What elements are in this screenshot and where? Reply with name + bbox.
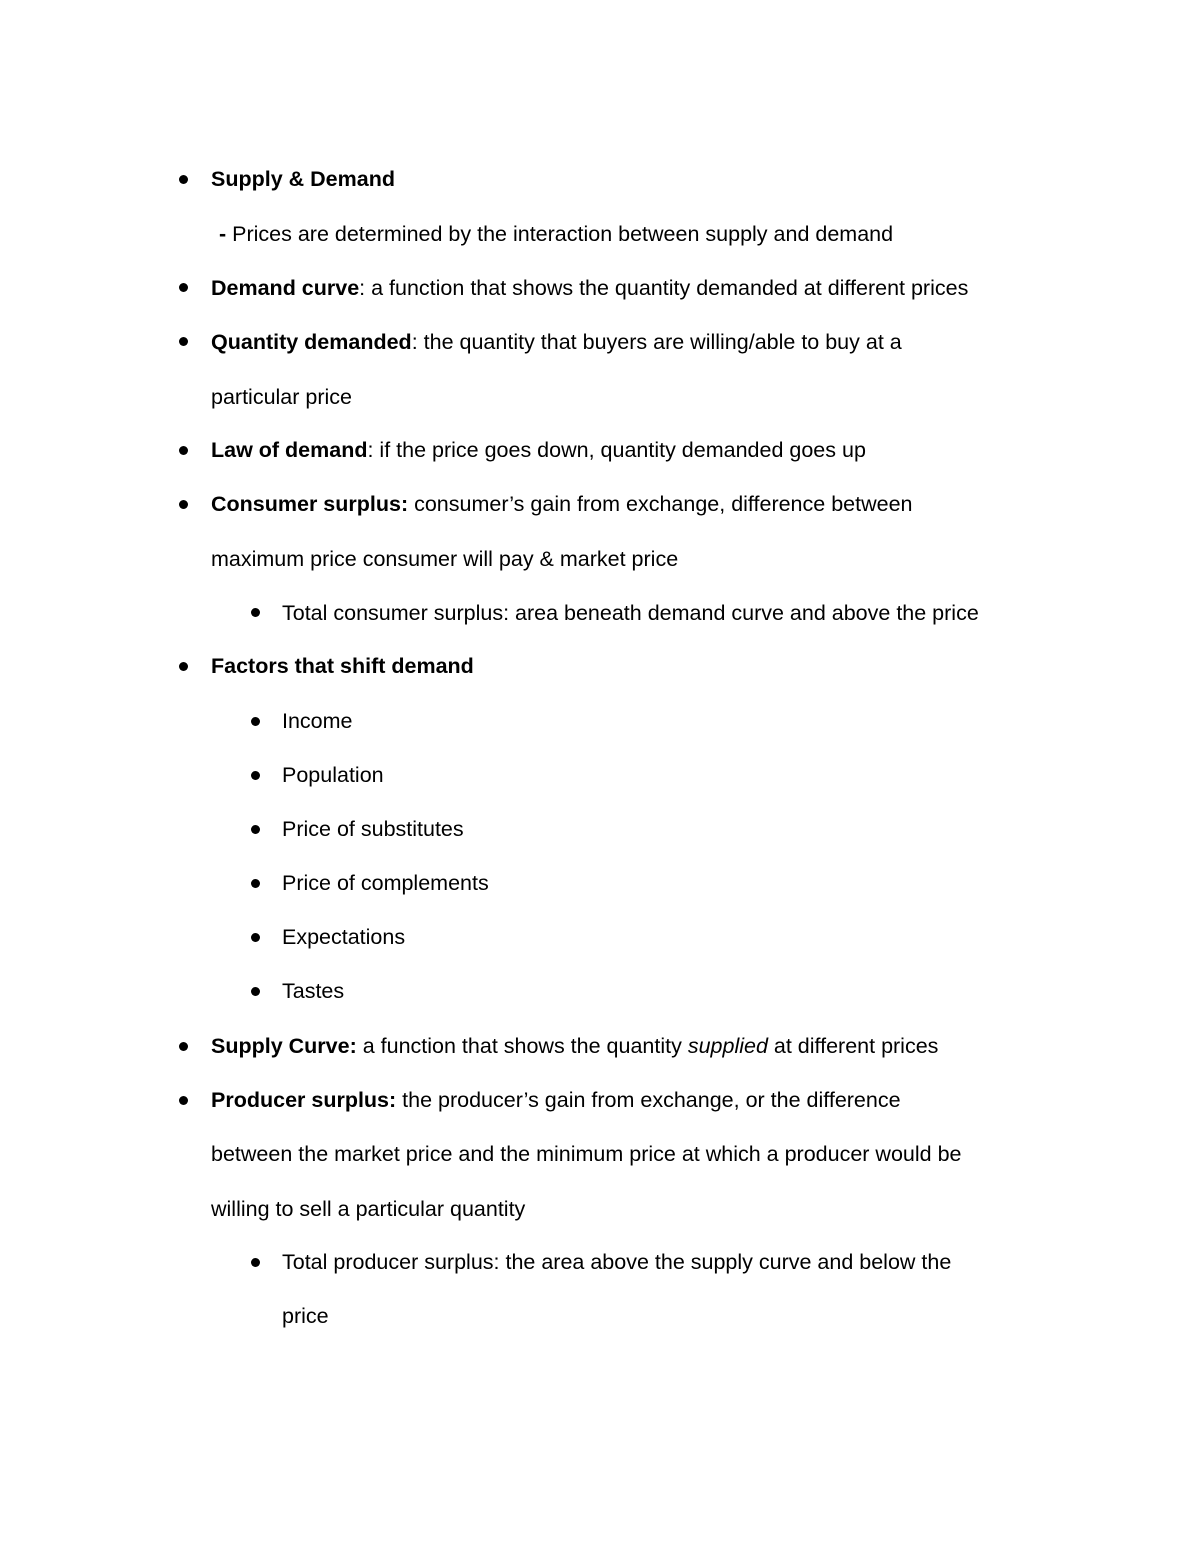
list-item-consumer-surplus: [211, 491, 912, 517]
bullet-icon: [179, 337, 188, 346]
item-term: Quantity demanded: [211, 330, 412, 354]
list-item-supply-curve: [211, 1033, 938, 1059]
item-emphasis: supplied: [687, 1034, 768, 1058]
sublist-item-continuation: [282, 1303, 329, 1329]
sublist-item-total-producer-surplus: [282, 1249, 951, 1275]
item-text: Prices are determined by the interaction between supply and demand: [232, 222, 894, 246]
item-text: between the market price and the minimum price at which a producer would be: [211, 1142, 962, 1166]
item-text: : if the price goes down, quantity demanded goes up: [367, 438, 866, 462]
item-term: Consumer surplus:: [211, 492, 409, 516]
sublist-item-tastes: [282, 978, 344, 1004]
list-item-prices-note: [219, 221, 893, 247]
list-item-supply-demand: [211, 166, 395, 192]
sublist-item-population: [282, 762, 384, 788]
bullet-icon: [251, 717, 260, 726]
item-text: : a function that shows the quantity demanded at different prices: [359, 276, 969, 300]
item-term: Factors that shift demand: [211, 654, 474, 678]
bullet-icon: [179, 1042, 188, 1051]
bullet-icon: [251, 1258, 260, 1267]
item-term: Producer surplus:: [211, 1088, 397, 1112]
bullet-icon: [179, 175, 188, 184]
bullet-icon: [251, 933, 260, 942]
list-item-quantity-demanded: [211, 329, 902, 355]
list-item-producer-surplus: [211, 1087, 901, 1113]
list-item-continuation: [211, 1196, 525, 1222]
item-term: Supply & Demand: [211, 167, 395, 191]
item-term: Law of demand: [211, 438, 368, 462]
item-text: Expectations: [282, 925, 406, 949]
item-text: consumer’s gain from exchange, difference between: [408, 492, 913, 516]
bullet-icon: [179, 500, 188, 509]
bullet-icon: [179, 283, 188, 292]
item-term: Demand curve: [211, 276, 360, 300]
item-text: the producer’s gain from exchange, or the difference: [396, 1088, 901, 1112]
bullet-icon: [179, 662, 188, 671]
list-item-demand-curve: [211, 275, 968, 301]
item-text: a function that shows the quantity: [356, 1034, 688, 1058]
bullet-icon: [251, 771, 260, 780]
item-text: Population: [282, 763, 384, 787]
item-term: Supply Curve:: [211, 1034, 357, 1058]
bullet-icon: [251, 825, 260, 834]
bullet-icon: [179, 446, 188, 455]
sublist-item-price-of-complements: [282, 870, 489, 896]
sublist-item-expectations: [282, 924, 405, 950]
bullet-icon: [251, 608, 260, 617]
item-text: price: [282, 1304, 329, 1328]
sublist-item-income: [282, 708, 353, 734]
sublist-item-total-consumer-surplus: [282, 600, 979, 626]
item-text-after: at different prices: [767, 1034, 939, 1058]
list-item-continuation: [211, 384, 352, 410]
item-text: Income: [282, 709, 353, 733]
item-text: Total consumer surplus: area beneath demand curve and above the price: [282, 601, 979, 625]
sublist-item-price-of-substitutes: [282, 816, 464, 842]
item-text: maximum price consumer will pay & market price: [211, 547, 679, 571]
item-text: : the quantity that buyers are willing/able to buy at a: [411, 330, 902, 354]
list-item-factors-shift-demand: [211, 653, 474, 679]
item-text: Price of complements: [282, 871, 489, 895]
item-text: particular price: [211, 385, 352, 409]
item-text: Tastes: [282, 979, 345, 1003]
list-item-law-of-demand: [211, 437, 866, 463]
list-item-continuation: [211, 1141, 962, 1167]
item-text: Price of substitutes: [282, 817, 464, 841]
list-item-continuation: [211, 546, 678, 572]
bullet-icon: [179, 1096, 188, 1105]
dash-marker: -: [219, 222, 233, 246]
item-text: Total producer surplus: the area above the supply curve and below the: [282, 1250, 952, 1274]
bullet-icon: [251, 987, 260, 996]
bullet-icon: [251, 879, 260, 888]
item-text: willing to sell a particular quantity: [211, 1197, 526, 1221]
